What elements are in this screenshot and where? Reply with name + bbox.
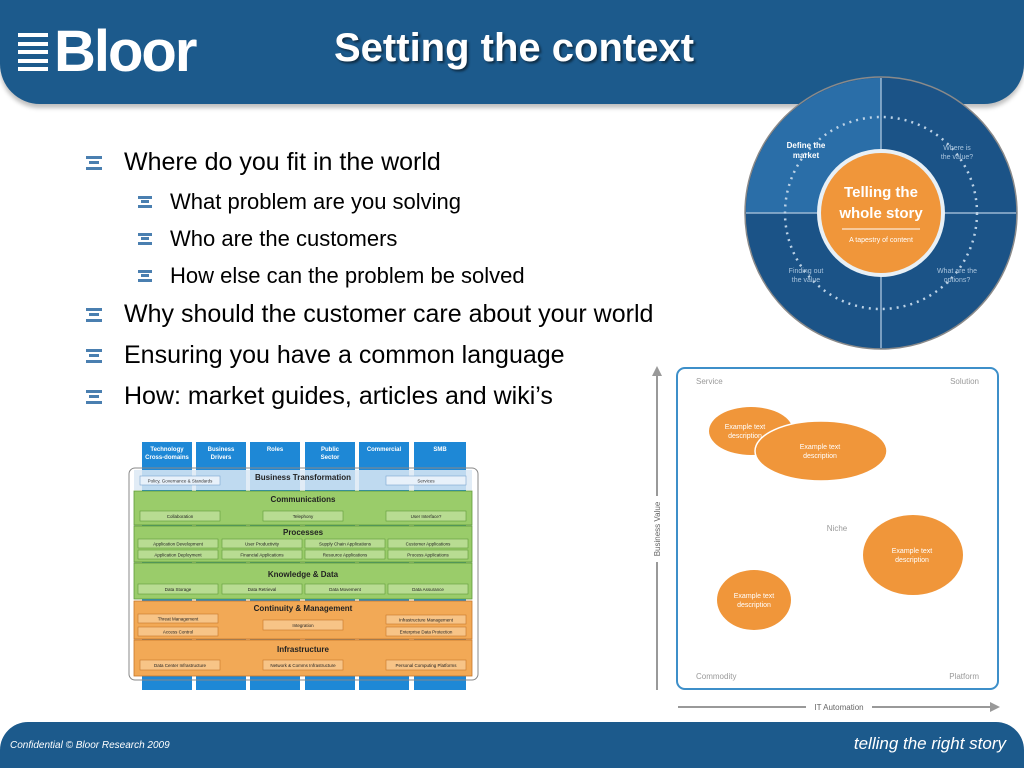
bullet-item [86, 376, 736, 417]
bullet-icon [138, 270, 152, 282]
bubble-3-text-b: description [895, 557, 929, 564]
box-label: Telephony [292, 514, 314, 519]
layer-title: Business Transformation [254, 473, 352, 482]
box-label: Data Storage [164, 587, 192, 592]
quad-solution: Solution [950, 377, 979, 386]
box-label: Supply Chain Applications [318, 541, 372, 547]
bullet-icon [138, 196, 152, 208]
column-label: Technology [150, 447, 184, 453]
wheel-center-title-2: whole story [839, 205, 923, 222]
box-label: Policy, Governance & Standards [147, 478, 213, 484]
layer-title: Communications [270, 495, 336, 504]
bubble-2-text-b: description [803, 453, 837, 460]
arrow-up-icon [652, 366, 662, 376]
column-label: SMB [433, 447, 447, 453]
box-label: Integration [292, 623, 314, 628]
box-label: Customer Applications [405, 541, 451, 547]
wheel-q-br-1: What are the [936, 268, 978, 275]
box-label: Collaboration [166, 514, 194, 519]
box-label: Services [417, 478, 435, 484]
wheel-q-tr-2: the value? [940, 154, 974, 161]
bullet-icon [138, 233, 152, 245]
positioning-matrix [640, 360, 1010, 720]
slide-title: Setting the context [334, 26, 695, 70]
box-label: Network & Comms Infrastructure [270, 663, 336, 668]
box-label: Financial Applications [240, 552, 284, 558]
footer-copyright: Confidential © Bloor Research 2009 [10, 740, 170, 751]
quad-platform: Platform [949, 672, 979, 681]
sub-bullet-item [86, 183, 736, 220]
column-label: Cross-domains [145, 455, 189, 461]
story-wheel [744, 76, 1018, 350]
box-label: Infrastructure Management [398, 617, 454, 623]
wheel-q-tl-1: Define the [786, 141, 826, 150]
bullet-icon [86, 390, 102, 404]
bullet-list [86, 142, 736, 417]
bloor-logo [18, 19, 196, 84]
wheel-center-title-1: Telling the [844, 184, 918, 201]
logo-text: Bloor [54, 19, 196, 84]
wheel-q-tl-2: market [792, 151, 820, 160]
bubble-3 [863, 515, 963, 595]
box-label: Threat Management [157, 616, 199, 622]
box-label: Resource Applications [322, 552, 368, 558]
column-label: Public [320, 447, 340, 453]
bullet-text: Who are the customers [170, 225, 398, 251]
box-label: Data Movement [329, 587, 361, 592]
arrow-right-icon [990, 702, 1000, 712]
box-label: Data Retrieval [247, 587, 277, 592]
footer-tagline: telling the right story [853, 734, 1006, 753]
box-label: Data Assurance [412, 587, 444, 592]
bullet-item [86, 294, 736, 335]
sub-bullet-item [86, 220, 736, 257]
bubble-4-text-b: description [737, 602, 771, 609]
column-label: Commercial [366, 447, 402, 453]
quad-service: Service [696, 377, 723, 386]
column-label: Business [207, 447, 235, 453]
bullet-item [86, 335, 736, 376]
bullet-text: Why should the customer care about your world [124, 300, 654, 328]
wheel-q-bl-1: Finding out [788, 268, 824, 275]
sub-bullet-item [86, 257, 736, 294]
wheel-q-tr-1: Where is [943, 145, 971, 152]
column-label: Roles [266, 447, 284, 453]
box-label: Access Control [162, 629, 194, 635]
bullet-icon [86, 349, 102, 363]
bullet-icon [86, 308, 102, 322]
bullet-text: How: market guides, articles and wiki’s [124, 382, 553, 410]
box-label: Process Applications [407, 552, 449, 558]
bubble-4-text-a: Example text [733, 593, 775, 600]
wheel-center-sub: A tapestry of content [849, 237, 913, 244]
box-label: User Interface? [410, 514, 442, 519]
bullet-text: Where do you fit in the world [124, 148, 441, 176]
bullet-text: What problem are you solving [170, 188, 462, 214]
layer-title: Processes [282, 528, 324, 537]
logo-mark-icon [18, 33, 48, 71]
wheel-q-br-2: options? [943, 277, 971, 284]
bullet-text: Ensuring you have a common language [124, 341, 565, 369]
bubble-1-text-b: description [728, 433, 762, 440]
bubble-1-text-a: Example text [724, 424, 766, 431]
bullet-icon [86, 156, 102, 170]
bullet-item [86, 142, 736, 183]
box-label: Application Development [153, 541, 203, 547]
box-label: Application Deployment [154, 552, 202, 558]
layer-title: Knowledge & Data [267, 570, 339, 579]
quad-niche: Niche [826, 524, 848, 533]
column-label: Drivers [210, 455, 232, 461]
column-label: Sector [320, 455, 340, 461]
quad-commodity: Commodity [696, 672, 737, 681]
box-label: Personal Computing Platforms [395, 663, 457, 668]
layer-title: Continuity & Management [253, 604, 353, 613]
bubble-4 [717, 570, 791, 630]
y-axis-label: Business Value [653, 501, 662, 557]
architecture-stack [126, 440, 482, 692]
bullet-text: How else can the problem be solved [170, 262, 525, 288]
box-label: User Productivity [244, 541, 280, 547]
bubble-2-text-a: Example text [799, 444, 841, 451]
box-label: Enterprise Data Protection [399, 629, 453, 635]
layer-title: Infrastructure [276, 645, 330, 654]
x-axis-label: IT Automation [814, 703, 864, 712]
wheel-q-bl-2: the value [791, 277, 821, 284]
bubble-2 [755, 421, 887, 481]
bubble-3-text-a: Example text [891, 548, 933, 555]
box-label: Data Center Infrastructure [153, 663, 207, 668]
